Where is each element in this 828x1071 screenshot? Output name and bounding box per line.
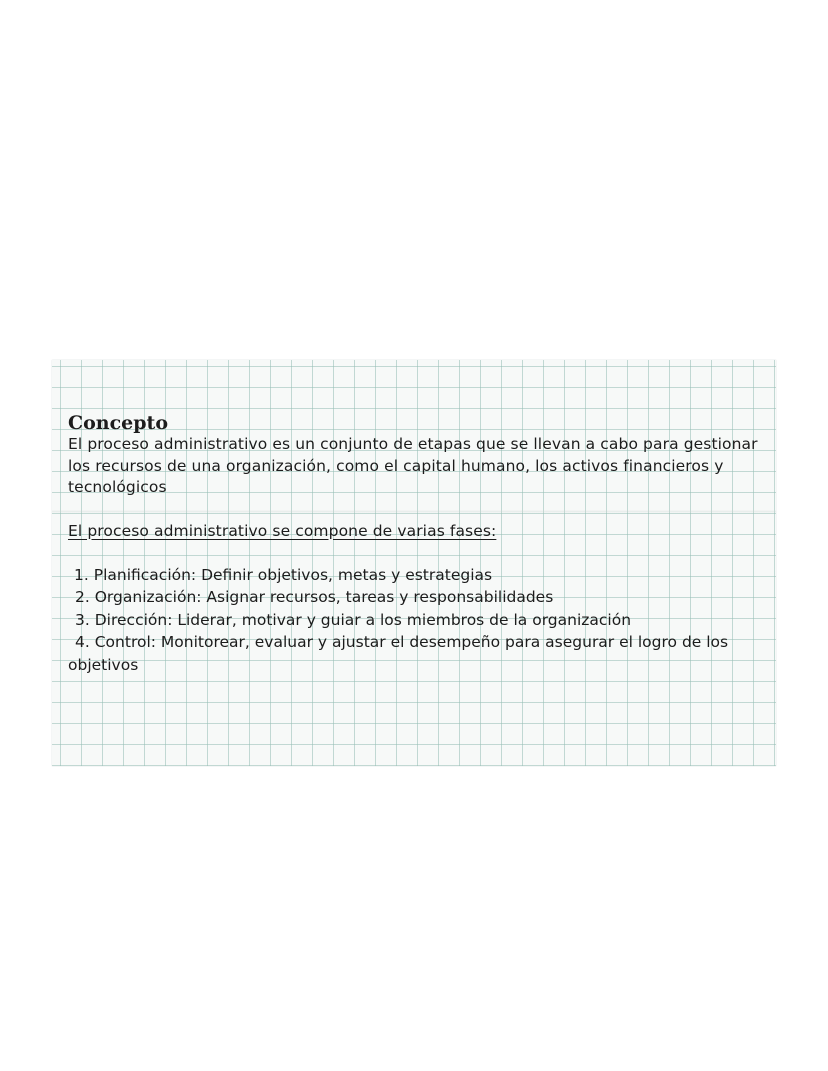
phases-subheading: El proceso administrativo se compone de varias fases: bbox=[68, 521, 497, 540]
concept-paragraph: El proceso administrativo es un conjunto de etapas que se llevan a cabo para gestionar los recursos de una organización, como el capital humano, los activos financieros y tecnológicos bbox=[68, 435, 758, 496]
phase-text: Planificación: Definir objetivos, metas y estrategias bbox=[93, 565, 493, 584]
grid-paper-sheet bbox=[52, 360, 776, 766]
phase-item-organizacion bbox=[68, 586, 768, 609]
phase-number: 3. bbox=[75, 610, 90, 629]
note-content bbox=[68, 412, 768, 676]
phase-item-planificacion bbox=[68, 564, 768, 587]
phase-item-control bbox=[68, 631, 768, 676]
phase-text: Control: Monitorear, evaluar y ajustar el desempeño para asegurar el logro de los objetivos bbox=[68, 633, 729, 674]
phase-item-direccion bbox=[68, 609, 768, 632]
phase-text: Dirección: Liderar, motivar y guiar a los miembros de la organización bbox=[94, 610, 632, 629]
phase-number: 4. bbox=[75, 633, 90, 651]
phase-number: 2. bbox=[75, 588, 90, 606]
phase-number: 1. bbox=[74, 565, 89, 584]
phase-text: Organización: Asignar recursos, tareas y responsabilidades bbox=[94, 588, 554, 606]
phases-list bbox=[68, 564, 768, 677]
concept-heading: Concepto bbox=[68, 412, 169, 434]
